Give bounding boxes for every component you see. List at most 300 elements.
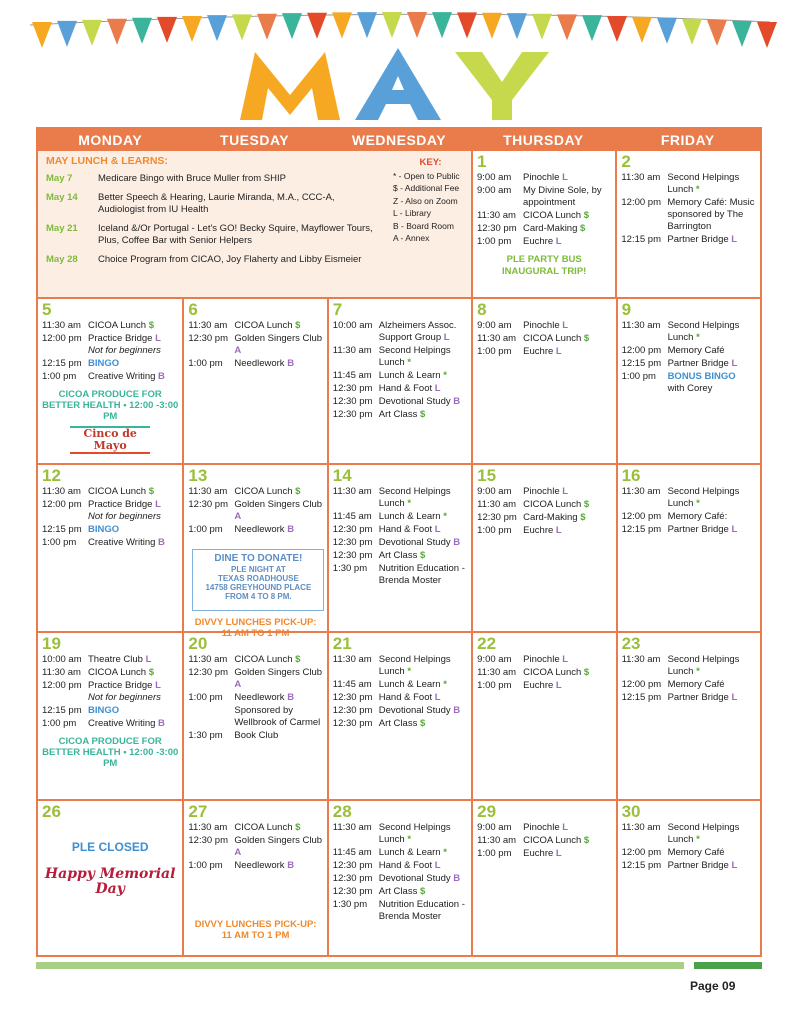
day-cell	[616, 465, 760, 631]
cell-note: PLE PARTY BUS INAUGURAL TRIP!	[502, 254, 587, 277]
event-row	[42, 718, 178, 730]
event-row	[188, 705, 322, 729]
day-number: 21	[332, 634, 352, 653]
event-time: 11:30 am	[188, 486, 228, 497]
event-time: 12:00 pm	[42, 499, 82, 510]
pennant-flag	[607, 16, 627, 42]
event-desc: Nutrition Education - Brenda Moster	[378, 563, 465, 586]
event-row	[333, 822, 467, 846]
key-item: Z - Also on Zoom	[393, 195, 458, 206]
week-row-3	[38, 463, 760, 639]
event-time: 10:00 am	[332, 320, 373, 331]
day-number: 27	[188, 802, 208, 821]
event-row	[621, 234, 755, 246]
event-time: 1:00 pm	[621, 371, 656, 382]
event-row	[42, 333, 178, 345]
day-cell	[182, 299, 326, 463]
event-desc: Second Helpings Lunch *	[378, 654, 451, 677]
event-desc: Art Class $	[378, 718, 426, 729]
lunch-text: Medicare Bingo with Bruce Muller from SHIP	[98, 173, 286, 184]
event-time: 12:30 pm	[332, 692, 373, 703]
cell-note: DIVVY LUNCHES PICK-UP: 11 AM TO 1 PM	[194, 617, 317, 639]
event-desc: Sponsored by Wellbrook of Carmel	[234, 705, 321, 728]
letter-y	[455, 52, 549, 120]
event-note: Not for beginners	[88, 345, 161, 356]
event-time: 11:30 am	[332, 486, 372, 497]
event-row	[42, 358, 178, 370]
event-row	[477, 512, 611, 524]
event-row	[622, 692, 756, 704]
event-note: Not for beginners	[88, 511, 161, 522]
event-time: 11:45 am	[332, 847, 372, 858]
day-cell	[327, 801, 471, 955]
event-time: 12:30 pm	[332, 409, 373, 420]
event-row	[188, 524, 322, 536]
event-row	[622, 486, 756, 510]
event-row	[188, 486, 322, 498]
event-desc: Memory Café:	[667, 511, 728, 522]
pennant-flag	[507, 13, 527, 39]
event-desc: Needlework B	[234, 860, 295, 871]
event-time: 12:00 pm	[42, 333, 82, 344]
event-row	[333, 899, 467, 923]
event-row	[333, 873, 467, 885]
event-row	[477, 236, 611, 248]
event-time: 11:30 am	[477, 333, 517, 344]
lunch-date: May 14	[46, 192, 78, 203]
event-desc: Hand & Foot L	[378, 524, 441, 535]
event-time: 9:00 am	[477, 172, 512, 183]
event-desc: CICOA Lunch $	[523, 333, 590, 344]
event-desc: Devotional Study B	[378, 396, 461, 407]
pennant-flag	[232, 14, 252, 40]
day-cell	[471, 299, 615, 463]
event-desc: Practice Bridge L	[88, 499, 161, 510]
closed-notice: PLE CLOSED	[71, 840, 149, 854]
event-time: 12:15 pm	[621, 358, 662, 369]
cell-note: CICOA PRODUCE FOR BETTER HEALTH • 12:00 -3:00 PM	[42, 389, 179, 422]
event-desc: Second Helpings Lunch *	[667, 172, 740, 195]
event-desc: Euchre L	[523, 680, 562, 691]
lunch-date: May 7	[46, 173, 73, 184]
lunch-date: May 28	[46, 254, 78, 265]
day-number: 5	[42, 300, 52, 319]
lunch-item	[46, 223, 376, 247]
event-row	[333, 550, 467, 562]
pennant-flag	[257, 14, 277, 40]
day-cell	[471, 801, 615, 955]
event-desc: Creative Writing B	[88, 537, 165, 548]
event-desc: BINGO	[88, 524, 120, 535]
day-cell	[38, 801, 182, 955]
event-time: 1:00 pm	[42, 718, 77, 729]
lunch-text: Better Speech & Hearing, Laurie Miranda, M.A., CCC-A, Audiologist from IU Health	[98, 192, 335, 215]
pennant-flag	[657, 18, 677, 44]
footer-bar	[36, 962, 684, 969]
event-time: 12:00 pm	[621, 197, 662, 208]
event-time: 9:00 am	[477, 822, 512, 833]
event-row	[622, 345, 756, 357]
header-tuesday: TUESDAY	[220, 132, 290, 148]
event-desc: CICOA Lunch $	[88, 667, 155, 678]
event-row	[477, 680, 611, 692]
event-desc: Book Club	[234, 730, 279, 741]
event-time: 9:00 am	[477, 486, 512, 497]
event-row	[333, 511, 467, 523]
letter-a	[355, 48, 441, 120]
day-cell	[38, 465, 182, 631]
event-time: 11:30 am	[621, 172, 661, 183]
event-desc: Needlework B	[234, 358, 295, 369]
event-row	[333, 320, 467, 344]
event-row	[188, 822, 322, 834]
event-row	[333, 396, 467, 408]
event-time: 11:30 am	[332, 345, 372, 356]
pennant-flag	[282, 13, 302, 39]
event-desc: Second Helpings Lunch *	[667, 654, 740, 677]
event-time: 11:30 am	[477, 210, 516, 221]
event-time: 11:45 am	[332, 370, 372, 381]
event-row	[333, 705, 467, 717]
letter-m	[240, 52, 340, 120]
event-desc: Pinochle L	[523, 320, 569, 331]
event-row	[477, 223, 611, 235]
event-desc: Lunch & Learn *	[378, 847, 447, 858]
event-desc: Golden Singers Club A	[234, 499, 323, 522]
event-desc: Art Class $	[378, 550, 426, 561]
event-time: 1:00 pm	[188, 692, 223, 703]
event-desc: Pinochle L	[523, 172, 568, 183]
event-row	[42, 320, 178, 332]
event-time: 12:15 pm	[42, 524, 82, 535]
key-item: A - Annex	[393, 233, 430, 243]
event-desc: Pinochle L	[523, 822, 569, 833]
event-time: 11:30 am	[42, 320, 81, 331]
event-desc: BONUS BINGO	[667, 371, 736, 382]
event-time: 1:00 pm	[188, 860, 223, 871]
event-desc: Second Helpings Lunch *	[667, 486, 740, 509]
event-time: 1:00 pm	[477, 680, 512, 691]
event-row	[622, 371, 756, 383]
event-time: 1:30 pm	[188, 730, 223, 741]
event-row	[477, 172, 611, 184]
event-row	[477, 654, 611, 666]
week-row-1	[38, 151, 760, 297]
day-cell	[182, 633, 326, 799]
event-row	[188, 320, 322, 332]
event-time: 12:30 pm	[332, 718, 373, 729]
day-cell	[471, 465, 615, 631]
day-number: 13	[188, 466, 208, 485]
key-item: L - Library	[393, 208, 431, 218]
cell-note: CICOA PRODUCE FOR BETTER HEALTH • 12:00 -3:00 PM	[42, 736, 179, 769]
event-desc: Devotional Study B	[378, 537, 461, 548]
event-row	[42, 654, 178, 666]
pennant-flag	[82, 20, 102, 46]
week-row-2	[38, 297, 760, 463]
event-desc: Second Helpings Lunch *	[378, 486, 451, 509]
lunch-text: Iceland &/Or Portugal - Let's GO! Becky Squire, Mayflower Tours, Plus, Coffee Bar with Senior Helpers	[98, 223, 373, 246]
event-desc: Needlework B	[234, 692, 295, 703]
dine-to-donate-box: DINE TO DONATE! PLE NIGHT AT TEXAS ROADHOUSE 14758 GREYHOUND PLACE FROM 4 TO 8 PM.	[192, 549, 324, 611]
pennant-flag	[532, 14, 552, 40]
day-number: 28	[332, 802, 352, 821]
event-time: 12:30 pm	[332, 383, 373, 394]
day-number: 20	[188, 634, 208, 653]
pennant-flag	[332, 12, 352, 38]
event-time: 9:00 am	[477, 654, 512, 665]
event-row	[622, 320, 756, 344]
event-time: 12:00 pm	[621, 679, 662, 690]
event-row	[477, 525, 611, 537]
event-row	[188, 692, 322, 704]
event-row	[477, 333, 611, 345]
event-desc: Practice Bridge L	[88, 333, 161, 344]
event-desc: Memory Café	[667, 847, 725, 858]
event-desc: CICOA Lunch $	[234, 654, 301, 665]
day-number: 29	[477, 802, 497, 821]
pennant-flag	[407, 12, 427, 38]
event-desc: CICOA Lunch $	[234, 486, 301, 497]
event-desc: Second Helpings Lunch *	[378, 822, 451, 845]
event-row	[42, 680, 178, 692]
event-row	[188, 860, 322, 872]
event-desc: Practice Bridge L	[88, 680, 161, 691]
event-time: 12:15 pm	[621, 692, 662, 703]
event-desc: Golden Singers Club A	[234, 333, 323, 356]
event-desc: Lunch & Learn *	[378, 679, 447, 690]
pennant-flag	[682, 19, 702, 45]
day-cell	[327, 633, 471, 799]
event-desc: Card-Making $	[523, 512, 586, 523]
lunch-learns-title: MAY LUNCH & LEARNS:	[46, 155, 168, 167]
event-time: 12:30 pm	[332, 705, 373, 716]
lunch-text: Choice Program from CICAO, Joy Flaherty and Libby Eismeier	[98, 254, 362, 265]
week-row-5	[38, 799, 760, 955]
event-time: 11:30 am	[188, 654, 228, 665]
event-time: 11:30 am	[477, 499, 517, 510]
event-row	[333, 383, 467, 395]
event-time: 12:00 pm	[621, 511, 662, 522]
event-desc: Partner Bridge L	[667, 524, 738, 535]
event-desc: Theatre Club L	[88, 654, 152, 665]
event-desc: Card-Making $	[523, 223, 586, 234]
page-number: Page 09	[690, 979, 736, 993]
pennant-flag	[32, 22, 52, 48]
day-number: 6	[188, 300, 198, 319]
event-row	[42, 705, 178, 717]
may-banner	[0, 0, 796, 125]
key-title: KEY:	[419, 157, 442, 168]
cinco-de-mayo-badge: Cinco de Mayo	[70, 426, 150, 454]
event-desc: CICOA Lunch $	[234, 320, 301, 331]
event-time: 12:15 pm	[42, 358, 82, 369]
pennant-flag	[557, 14, 577, 40]
event-row	[42, 371, 178, 383]
event-row	[42, 667, 178, 679]
lunch-item	[46, 254, 376, 266]
event-row	[621, 172, 755, 196]
day-number: 19	[42, 634, 61, 653]
event-desc: BINGO	[88, 705, 120, 716]
event-row	[333, 370, 467, 382]
event-row	[188, 730, 322, 742]
event-row	[622, 679, 756, 691]
day-number: 23	[621, 634, 641, 653]
day-number: 1	[477, 152, 487, 171]
event-row	[622, 847, 756, 859]
event-desc: Pinochle L	[523, 654, 569, 665]
day-cell	[327, 465, 471, 631]
event-desc: Memory Café	[667, 345, 725, 356]
event-time: 11:30 am	[621, 822, 661, 833]
pennant-flag	[382, 12, 402, 38]
event-desc: Needlework B	[234, 524, 295, 535]
event-desc: CICOA Lunch $	[523, 667, 590, 678]
event-time: 11:45 am	[332, 679, 372, 690]
event-time: 12:30 pm	[332, 873, 373, 884]
event-row	[477, 835, 611, 847]
event-row	[477, 848, 611, 860]
event-time: 12:30 pm	[477, 512, 517, 523]
day-cell	[38, 633, 182, 799]
event-time: 12:30 pm	[332, 886, 373, 897]
footer-bar-accent	[694, 962, 762, 969]
header-monday: MONDAY	[78, 132, 143, 148]
event-time	[188, 705, 234, 729]
event-note: with Corey	[667, 383, 713, 394]
event-row	[188, 835, 322, 859]
event-desc: Euchre L	[523, 236, 562, 247]
event-row	[333, 886, 467, 898]
event-row	[622, 654, 756, 678]
lunch-date: May 21	[46, 223, 78, 234]
event-row	[333, 718, 467, 730]
event-desc: Devotional Study B	[378, 705, 461, 716]
event-desc: Memory Café	[667, 679, 725, 690]
event-desc: Creative Writing B	[88, 371, 165, 382]
event-row	[622, 822, 756, 846]
pennant-flag	[757, 22, 777, 48]
event-desc: CICOA Lunch $	[523, 499, 590, 510]
event-desc: Pinochle L	[523, 486, 569, 497]
event-note: Not for beginners	[88, 692, 161, 703]
event-row	[333, 409, 467, 421]
event-desc: Lunch & Learn *	[378, 370, 447, 381]
event-time: 1:00 pm	[42, 537, 77, 548]
pennant-flag	[307, 13, 327, 39]
event-desc: Partner Bridge L	[667, 860, 738, 871]
event-time: 12:15 pm	[621, 524, 662, 535]
day-cell	[615, 151, 759, 297]
event-desc: BINGO	[88, 358, 120, 369]
event-row	[622, 511, 756, 523]
day-cell	[616, 801, 760, 955]
event-desc: Partner Bridge L	[667, 234, 738, 245]
pennant-flag	[632, 17, 652, 43]
key-item: B - Board Room	[393, 220, 454, 231]
event-desc: Creative Writing B	[88, 718, 165, 729]
event-time: 12:30 pm	[332, 550, 373, 561]
pennant-flag	[582, 15, 602, 41]
event-time: 12:30 pm	[477, 223, 517, 234]
day-cell	[616, 299, 760, 463]
pennant-flag	[482, 13, 502, 39]
event-desc: CICOA Lunch $	[234, 822, 301, 833]
event-row	[622, 358, 756, 370]
day-number: 9	[621, 300, 632, 319]
event-time: 12:30 pm	[188, 835, 229, 846]
event-row	[333, 679, 467, 691]
event-time: 11:30 am	[42, 667, 81, 678]
event-time: 1:00 pm	[477, 525, 512, 536]
event-desc: Golden Singers Club A	[234, 835, 323, 858]
event-desc: Second Helpings Lunch *	[378, 345, 451, 368]
event-time: 1:30 pm	[332, 563, 368, 574]
pennant-flag	[357, 12, 377, 38]
event-row	[477, 346, 611, 358]
event-desc: My Divine Sole, by appointment	[523, 185, 602, 208]
event-desc: Hand & Foot L	[378, 692, 441, 703]
pennant-flag	[132, 18, 152, 44]
event-time: 11:30 am	[42, 486, 81, 497]
event-row	[477, 486, 611, 498]
event-row	[188, 333, 322, 357]
event-time: 11:30 am	[621, 320, 661, 331]
event-row	[42, 537, 178, 549]
event-row	[477, 320, 611, 332]
week-row-4	[38, 631, 760, 799]
event-time: 11:30 am	[188, 822, 228, 833]
event-desc: CICOA Lunch $	[88, 486, 155, 497]
event-desc: Alzheimers Assoc. Support Group L	[378, 320, 457, 343]
day-cell	[616, 633, 760, 799]
legend-key	[393, 157, 468, 245]
cell-note: DIVVY LUNCHES PICK-UP: 11 AM TO 1 PM	[194, 919, 317, 941]
event-time: 1:00 pm	[42, 371, 77, 382]
event-time: 1:00 pm	[477, 848, 512, 859]
event-row	[333, 524, 467, 536]
event-time: 12:00 pm	[621, 847, 662, 858]
event-row	[333, 345, 467, 369]
event-desc: Partner Bridge L	[667, 692, 738, 703]
event-time: 12:30 pm	[188, 333, 229, 344]
event-desc: Hand & Foot L	[378, 860, 441, 871]
event-row	[477, 822, 611, 834]
event-desc: CICOA Lunch $	[523, 210, 590, 221]
event-row	[333, 860, 467, 872]
event-desc: Devotional Study B	[378, 873, 461, 884]
day-number: 12	[42, 466, 61, 485]
event-time: 12:15 pm	[621, 860, 662, 871]
event-time: 12:00 pm	[621, 345, 662, 356]
day-cell	[182, 465, 326, 639]
event-time: 1:00 pm	[477, 346, 512, 357]
lunch-learns-panel	[38, 151, 471, 297]
pennant-flag	[57, 21, 77, 47]
lunch-item	[46, 192, 376, 216]
pennant-flag	[732, 21, 752, 47]
event-time: 12:15 pm	[621, 234, 662, 245]
event-desc: Second Helpings Lunch *	[667, 320, 740, 343]
header-friday: FRIDAY	[660, 132, 715, 148]
event-time: 11:30 am	[332, 654, 372, 665]
event-desc: Memory Café: Music sponsored by The Barrington	[667, 197, 755, 232]
event-time: 11:30 am	[188, 320, 228, 331]
event-row	[622, 524, 756, 536]
event-time: 12:00 pm	[42, 680, 82, 691]
event-time: 12:30 pm	[332, 537, 373, 548]
